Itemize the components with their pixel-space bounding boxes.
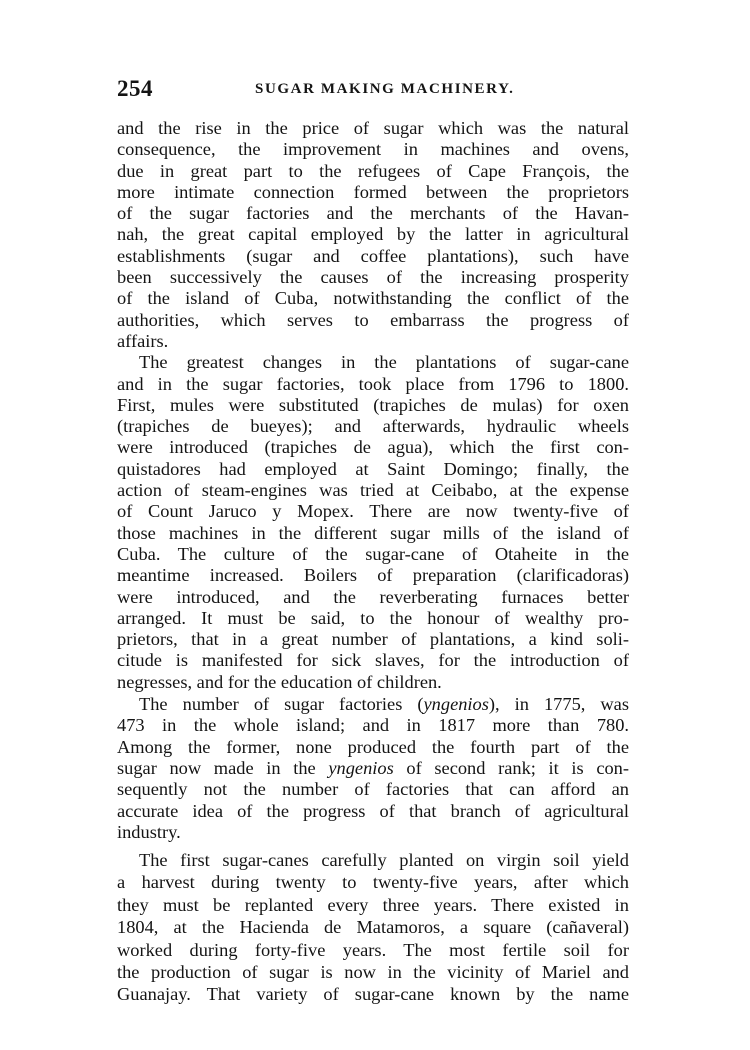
text-line: sequently not the number of factories that can afford an bbox=[117, 779, 629, 800]
text-line: negresses, and for the education of children. bbox=[117, 671, 442, 692]
text-line: First, mules were substituted (trapiches de mulas) for oxen bbox=[117, 394, 629, 415]
page-number: 254 bbox=[117, 76, 153, 101]
text-line: more intimate connection formed between the proprietors bbox=[117, 181, 629, 202]
running-head bbox=[117, 76, 627, 106]
text-line: citude is manifested for sick slaves, for the introduction of bbox=[117, 650, 629, 671]
text-line bbox=[117, 758, 629, 779]
text-line: nah, the great capital employed by the latter in agricultural bbox=[117, 224, 629, 245]
italic-term: yngenios bbox=[423, 694, 489, 715]
text-line: and the rise in the price of sugar which was the natural bbox=[117, 118, 629, 138]
text-line: consequence, the improvement in machines and ovens, bbox=[117, 139, 629, 160]
paragraph-3 bbox=[117, 694, 629, 843]
text-line: (trapiches de bueyes); and afterwards, hydraulic wheels bbox=[117, 416, 629, 437]
text-line: industry. bbox=[117, 821, 181, 842]
text-line: a harvest during twenty to twenty-five years, after which bbox=[117, 872, 629, 893]
italic-term: yngenios bbox=[328, 757, 394, 778]
text-line: worked during forty-five years. The most fertile soil for bbox=[117, 939, 629, 960]
text-line: authorities, which serves to embarrass the progress of bbox=[117, 309, 629, 330]
text-line: prietors, that in a great number of plantations, a kind soli- bbox=[117, 629, 629, 650]
text-line: Guanajay. That variety of sugar-cane known by the name bbox=[117, 984, 629, 1005]
paragraph-2 bbox=[117, 352, 629, 693]
text-line: The first sugar-canes carefully planted on virgin soil yield bbox=[139, 850, 629, 871]
text-line: action of steam-engines was tried at Ceibabo, at the expense bbox=[117, 480, 629, 501]
text-run: of second rank; it is con- bbox=[393, 757, 629, 778]
text-line: of Count Jaruco y Mopex. There are now twenty-five of bbox=[117, 501, 629, 522]
text-line: those machines in the different sugar mills of the island of bbox=[117, 522, 629, 543]
text-line: were introduced, and the reverberating furnaces better bbox=[117, 586, 629, 607]
text-line: The greatest changes in the plantations of sugar-cane bbox=[139, 352, 629, 373]
text-line: of the island of Cuba, notwithstanding the conflict of the bbox=[117, 288, 629, 309]
text-line: of the sugar factories and the merchants of the Havan- bbox=[117, 203, 629, 224]
text-line: meantime increased. Boilers of preparation (clarificadoras) bbox=[117, 565, 629, 586]
text-run: sugar now made in the bbox=[117, 757, 329, 778]
text-line: 473 in the whole island; and in 1817 more than 780. bbox=[117, 715, 629, 736]
text-line: accurate idea of the progress of that branch of agricultural bbox=[117, 800, 629, 821]
text-run: ), in 1775, was bbox=[488, 694, 629, 715]
text-run: The number of sugar factories ( bbox=[139, 694, 424, 715]
running-title: SUGAR MAKING MACHINERY. bbox=[255, 81, 515, 97]
text-line: arranged. It must be said, to the honour of wealthy pro- bbox=[117, 607, 629, 628]
text-line: affairs. bbox=[117, 330, 169, 351]
text-line: Among the former, none produced the fourth part of the bbox=[117, 736, 629, 757]
paragraph-4 bbox=[117, 849, 629, 1006]
text-line: they must be replanted every three years. There existed in bbox=[117, 894, 629, 915]
text-line: been successively the causes of the increasing prosperity bbox=[117, 267, 629, 288]
text-line: the production of sugar is now in the vicinity of Mariel and bbox=[117, 962, 629, 983]
text-line: 1804, at the Hacienda de Matamoros, a square (cañaveral) bbox=[117, 917, 629, 938]
text-line: quistadores had employed at Saint Domingo; finally, the bbox=[117, 458, 629, 479]
text-line: establishments (sugar and coffee plantations), such have bbox=[117, 245, 629, 266]
paragraph-1 bbox=[117, 118, 629, 352]
text-line: and in the sugar factories, took place from 1796 to 1800. bbox=[117, 373, 629, 394]
text-line bbox=[117, 694, 629, 715]
text-line: were introduced (trapiches de agua), which the first con- bbox=[117, 437, 629, 458]
text-line: Cuba. The culture of the sugar-cane of Otaheite in the bbox=[117, 543, 629, 564]
text-line: due in great part to the refugees of Cape François, the bbox=[117, 160, 629, 181]
body-text bbox=[117, 118, 629, 1006]
